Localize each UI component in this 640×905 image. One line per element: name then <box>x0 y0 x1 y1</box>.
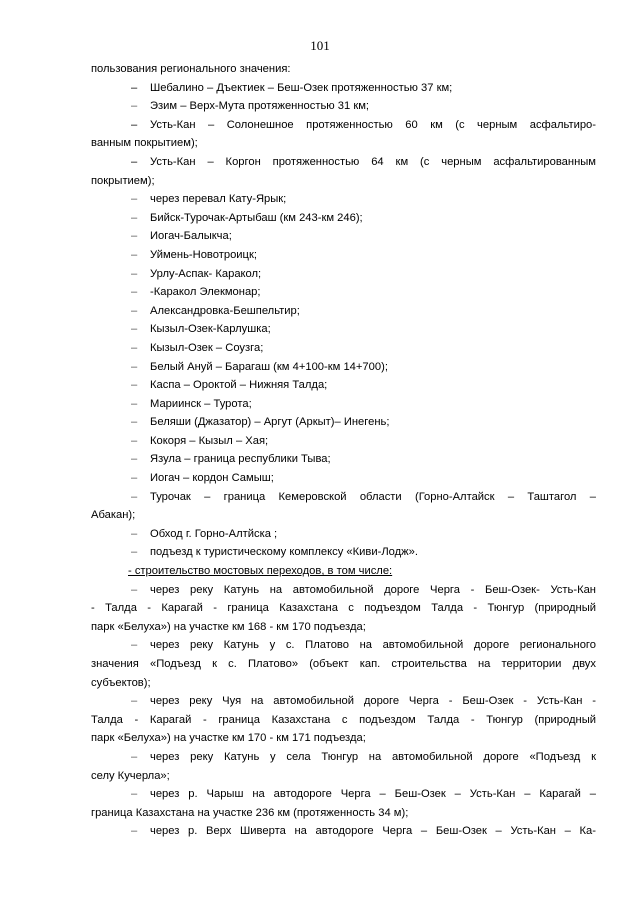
list-item: – Бийск-Турочак-Артыбаш (км 243-км 246); <box>131 211 363 224</box>
list-item: – через р. Чарыш на автодороге Черга – Беш-Озек – Усть-Кан – Карагай – <box>131 788 596 801</box>
list-item: – Мариинск – Турота; <box>131 397 252 410</box>
text-line: Талда - Карагай - граница Казахстана с подъездом Талда - Тюнгур (природный <box>91 713 596 726</box>
list-item: – Шебалино – Дъектиек – Беш-Озек протяженностью 37 км; <box>131 81 453 94</box>
list-item: – через реку Катунь у с. Платово на автомобильной дороге регионального <box>131 639 596 652</box>
text-line: значения «Подъезд к с. Платово» (объект кап. строительства на территории двух <box>91 658 596 670</box>
list-item: – Иогач – кордон Самыш; <box>131 472 274 485</box>
text-line: - Талда - Карагай - граница Казахстана с подъездом Талда - Тюнгур (природный <box>91 602 596 615</box>
text-line: Абакан); <box>91 509 136 522</box>
list-item: – Иогач-Балыкча; <box>131 230 232 243</box>
list-item: – Эзим – Верх-Мута протяженностью 31 км; <box>131 100 370 113</box>
list-item: – Обход г. Горно-Алтйска ; <box>131 527 278 540</box>
list-item: – Уймень-Новотроицк; <box>131 248 257 261</box>
text-line: пользования регионального значения: <box>91 63 291 75</box>
list-item: – через реку Чуя на автомобильной дороге Черга - Беш-Озек - Усть-Кан - <box>131 695 596 708</box>
text-line: граница Казахстана на участке 236 км (протяженность 34 м); <box>91 806 409 819</box>
list-item: – Кызыл-Озек – Соузга; <box>131 341 264 354</box>
list-item: – через перевал Кату-Ярык; <box>131 193 287 206</box>
list-item: – через реку Катунь у села Тюнгур на автомобильной дороге «Подъезд к <box>131 750 596 763</box>
list-item: – Александровка-Бешпельтир; <box>131 304 300 317</box>
list-item: – подъезд к туристическому комплексу «Киви-Лодж». <box>131 546 418 559</box>
list-item: – через р. Верх Шиверта на автодороге Черга – Беш-Озек – Усть-Кан – Ка- <box>131 825 596 838</box>
page-number: 101 <box>310 38 330 53</box>
text-line: парк «Белуха») на участке км 170 - км 171 подъезда; <box>91 732 366 745</box>
list-item: – через реку Катунь на автомобильной дороге Черга - Беш-Озек- Усть-Кан <box>131 583 596 596</box>
list-item: – Белый Ануй – Барагаш (км 4+100-км 14+700); <box>131 360 388 373</box>
text-line: покрытием); <box>91 174 155 187</box>
list-item: – Усть-Кан – Коргон протяженностью 64 км (с черным асфальтированным <box>131 155 596 168</box>
text-line: парк «Белуха») на участке км 168 - км 170 подъезда; <box>91 620 366 633</box>
list-item: – Язула – граница республики Тыва; <box>131 453 331 466</box>
text-line: субъектов); <box>91 676 151 689</box>
list-item: – Турочак – граница Кемеровской области (Горно-Алтайск – Таштагол – <box>131 490 596 503</box>
list-item: – Усть-Кан – Солонешное протяженностью 60 км (с черным асфальтиро- <box>131 118 596 131</box>
list-item: – Урлу-Аспак- Каракол; <box>131 267 262 280</box>
list-item: – -Каракол Элекмонар; <box>131 286 261 299</box>
list-item: – Кокоря – Кызыл – Хая; <box>131 434 269 447</box>
list-item: – Беляши (Джазатор) – Аргут (Аркыт)– Инегень; <box>131 416 390 429</box>
document-body <box>91 60 596 841</box>
list-item: – Кызыл-Озек-Карлушка; <box>131 323 271 336</box>
text-line: селу Кучерла»; <box>91 769 170 782</box>
section-heading: - строительство мостовых переходов, в том числе: <box>128 565 393 578</box>
text-line: ванным покрытием); <box>91 137 198 150</box>
list-item: – Каспа – Ороктой – Нижняя Талда; <box>131 379 328 392</box>
